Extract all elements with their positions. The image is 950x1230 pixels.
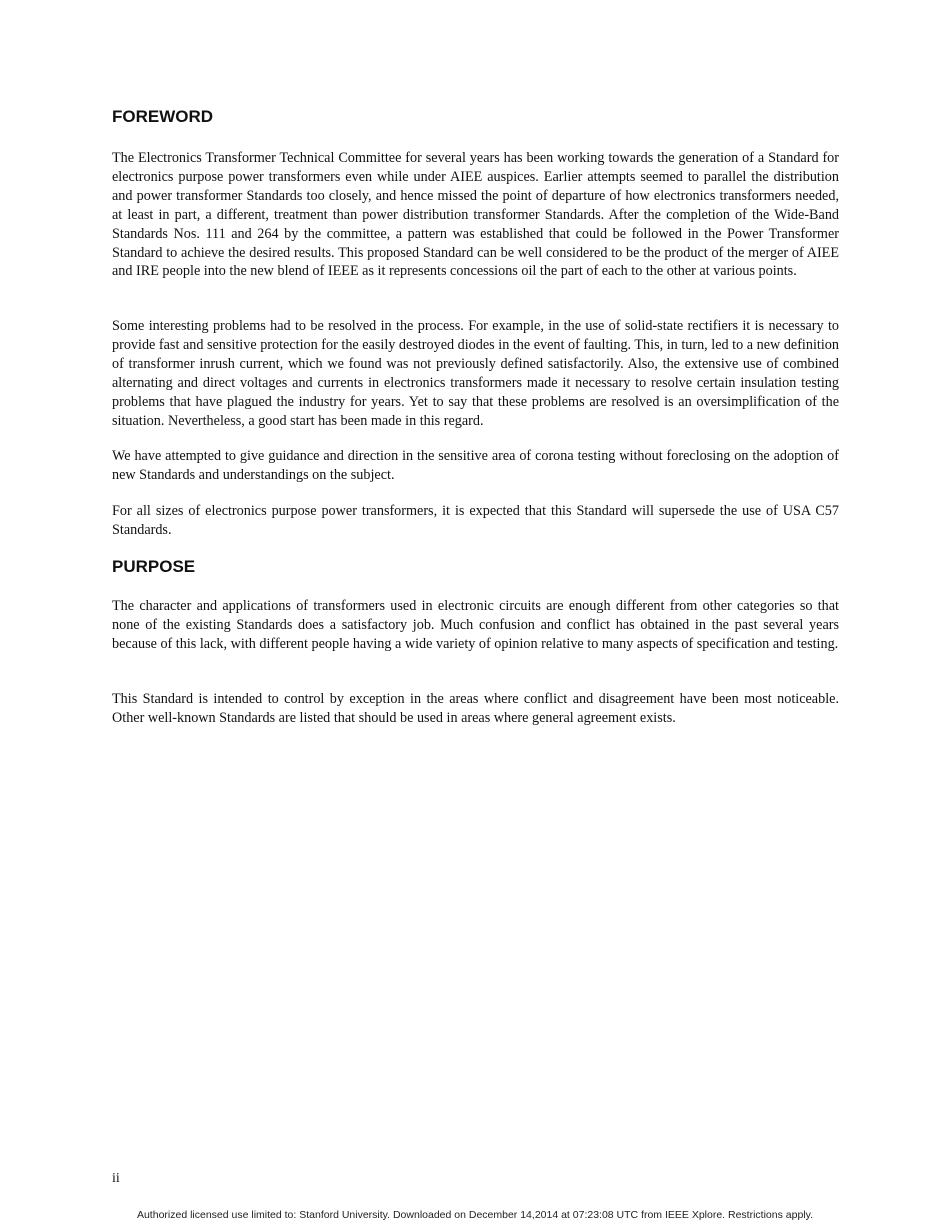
license-footer: Authorized licensed use limited to: Stanford University. Downloaded on December 14,2014 at 07:23:08 UTC from IEEE Xplore. Restrictions apply.	[136, 1209, 814, 1221]
purpose-paragraph-2: This Standard is intended to control by exception in the areas where conflict and disagreement have been most noticeable. Other well-known Standards are listed that should be used in areas where general agreement exists.	[112, 691, 839, 726]
purpose-heading: PURPOSE	[112, 557, 196, 576]
foreword-heading: FOREWORD	[112, 107, 214, 126]
foreword-paragraph-3: We have attempted to give guidance and direction in the sensitive area of corona testing without foreclosing on the adoption of new Standards and understandings on the subject.	[112, 448, 839, 483]
foreword-paragraph-1: The Electronics Transformer Technical Committee for several years has been working towards the generation of a Standard for electronics purpose power transformers even while under AIEE auspices. Earlier attempts seemed to parallel the distribution and power transformer Standards too closely, and hence missed the point of departure of how electronics transformers needed, at least in part, a different, treatment than power distribution transformer Standards. After the completion of the Wide-Band Standards Nos. 111 and 264 by the committee, a pattern was established that could be followed in the Power Transformer Standard to achieve the desired results. This proposed Standard can be well considered to be the product of the merger of AIEE and IRE people into the new blend of IEEE as it represents concessions oil the part of each to the other at various points.	[112, 150, 839, 280]
purpose-paragraph-1: The character and applications of transformers used in electronic circuits are enough different from other categories so that none of the existing Standards does a satisfactory job. Much confusion and conflict has obtained in the past several years because of this lack, with different people having a wide variety of opinion relative to many aspects of specification and testing.	[112, 598, 839, 652]
page-number: ii	[112, 1171, 120, 1186]
foreword-paragraph-2: Some interesting problems had to be resolved in the process. For example, in the use of solid-state rectifiers it is necessary to provide fast and sensitive protection for the easily destroyed diodes in the event of faulting. This, in turn, led to a new definition of transformer inrush current, which we found was not previously defined satisfactorily. Also, the extensive use of combined alternating and direct voltages and currents in electronics transformers made it necessary to resolve certain insulation testing problems that have plagued the industry for years. Yet to say that these problems are resolved is an oversimplification of the situation. Nevertheless, a good start has been made in this regard.	[112, 318, 839, 429]
foreword-paragraph-4: For all sizes of electronics purpose power transformers, it is expected that this Standard will supersede the use of USA C57 Standards.	[112, 503, 839, 538]
